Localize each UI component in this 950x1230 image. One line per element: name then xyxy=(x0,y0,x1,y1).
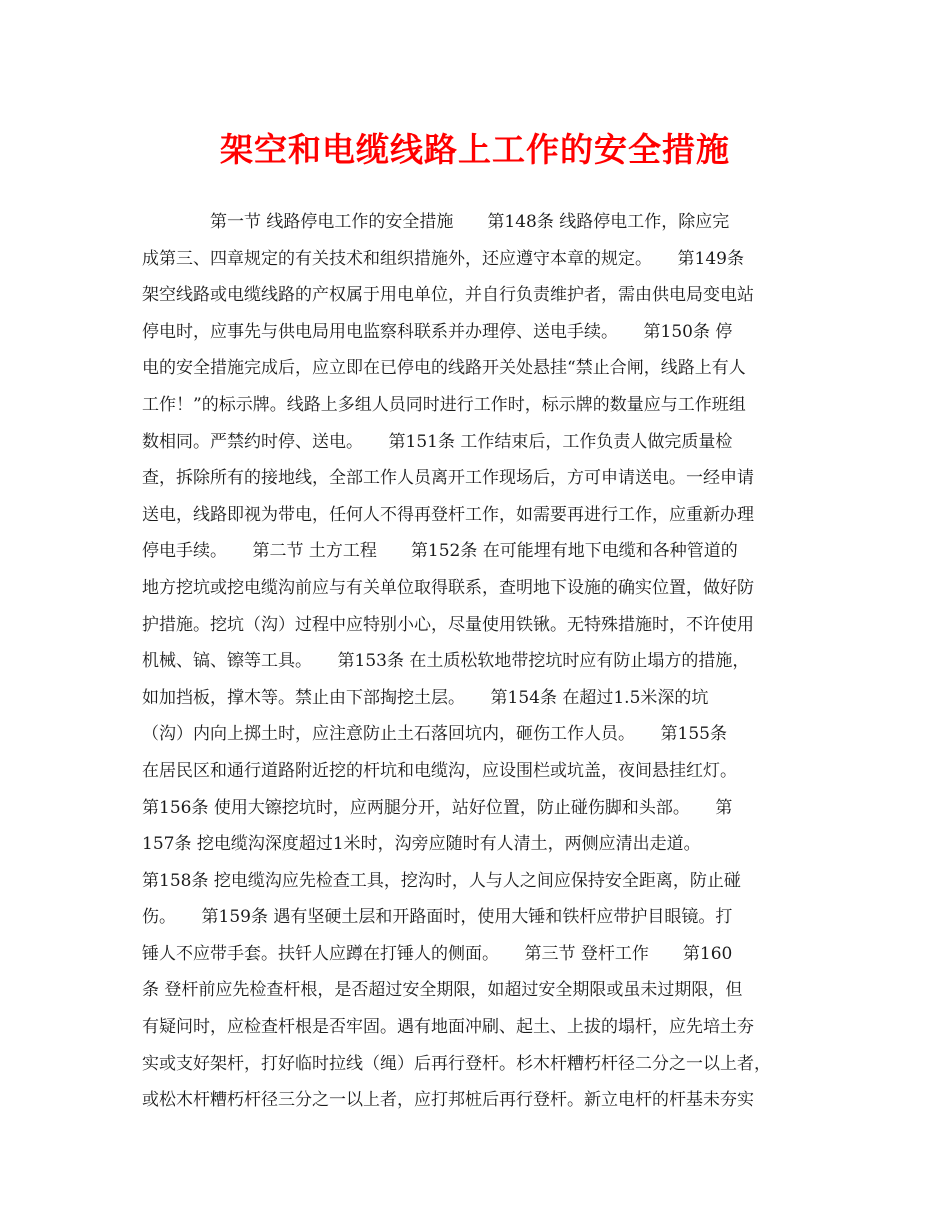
document-body xyxy=(142,204,810,1119)
body-line: 157条 挖电缆沟深度超过1米时，沟旁应随时有人清土，两侧应清出走道。 xyxy=(142,834,701,855)
body-line: 工作！”的标示牌。线路上多组人员同时进行工作时，标示牌的数量应与工作班组 xyxy=(142,394,746,415)
body-line: 伤。 第159条 遇有坚硬土层和开路面时，使用大锤和铁杆应带护目眼镜。打 xyxy=(142,907,733,928)
body-line: 成第三、四章规定的有关技术和组织措施外，还应遵守本章的规定。 第149条 xyxy=(142,248,744,269)
body-line: 机械、镐、镲等工具。 第153条 在土质松软地带挖坑时应有防止塌方的措施， xyxy=(142,651,750,672)
body-line: 架空线路或电缆线路的产权属于用电单位，并自行负责维护者，需由供电局变电站 xyxy=(142,285,754,306)
body-line: （沟）内向上掷土时，应注意防止土石落回坑内，砸伤工作人员。 第155条 xyxy=(142,724,727,745)
body-line: 停电时，应事先与供电局用电监察科联系并办理停、送电手续。 第150条 停 xyxy=(142,321,733,342)
body-line: 第158条 挖电缆沟应先检查工具，挖沟时，人与人之间应保持安全距离，防止碰 xyxy=(142,870,741,891)
body-line: 电的安全措施完成后，应立即在已停电的线路开关处悬挂“禁止合闸，线路上有人 xyxy=(142,358,746,379)
body-line: 锤人不应带手套。扶钎人应蹲在打锤人的侧面。 第三节 登杆工作 第160 xyxy=(142,943,733,964)
body-line: 在居民区和通行道路附近挖的杆坑和电缆沟，应设围栏或坑盖，夜间悬挂红灯。 xyxy=(142,760,737,781)
body-line: 条 登杆前应先检查杆根，是否超过安全期限，如超过安全期限或虽未过期限，但 xyxy=(142,980,743,1001)
body-line: 第一节 线路停电工作的安全措施 第148条 线路停电工作，除应完 xyxy=(142,212,730,232)
body-line: 有疑问时，应检查杆根是否牢固。遇有地面冲刷、起土、上拔的塌杆，应先培土夯 xyxy=(142,1017,754,1038)
body-line: 停电手续。 第二节 土方工程 第152条 在可能埋有地下电缆和各种管道的 xyxy=(142,541,738,562)
body-line: 护措施。挖坑（沟）过程中应特别小心，尽量使用铁锹。无特殊措施时，不许使用 xyxy=(142,614,754,635)
body-line: 第156条 使用大镲挖坑时，应两腿分开，站好位置，防止碰伤脚和头部。 第 xyxy=(142,797,733,818)
body-line: 送电，线路即视为带电，任何人不得再登杆工作，如需要再进行工作，应重新办理 xyxy=(142,504,754,525)
body-line: 查，拆除所有的接地线，全部工作人员离开工作现场后，方可申请送电。一经申请 xyxy=(142,468,754,489)
body-line: 地方挖坑或挖电缆沟前应与有关单位取得联系，查明地下设施的确实位置，做好防 xyxy=(142,577,754,598)
body-line: 或松木杆糟朽杆径三分之一以上者，应打邦桩后再行登杆。新立电杆的杆基未夯实 xyxy=(142,1090,754,1111)
body-line: 实或支好架杆，打好临时拉线（绳）后再行登杆。杉木杆糟朽杆径二分之一以上者， xyxy=(142,1053,771,1074)
body-line: 数相同。严禁约时停、送电。 第151条 工作结束后，工作负责人做完质量检 xyxy=(142,431,733,452)
document-title: 架空和电缆线路上工作的安全措施 xyxy=(220,130,730,169)
body-line: 如加挡板，撑木等。禁止由下部掏挖土层。 第154条 在超过1.5米深的坑 xyxy=(142,687,709,708)
